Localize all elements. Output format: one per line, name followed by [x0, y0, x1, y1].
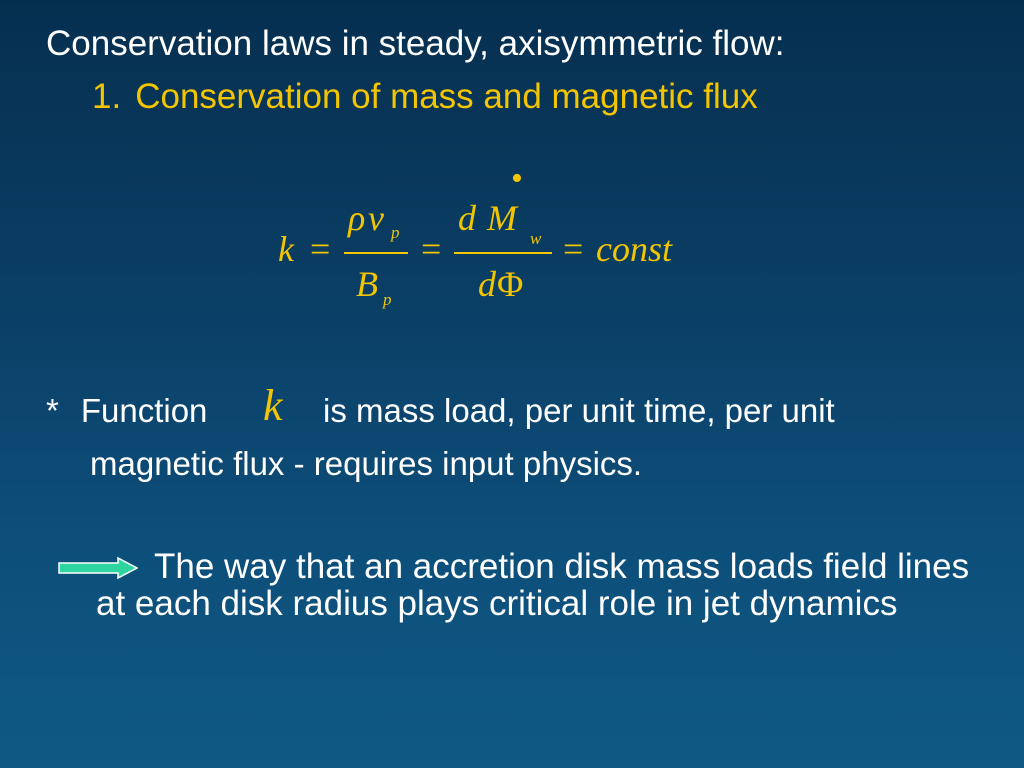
eq-dot: • [511, 160, 523, 197]
eq-v: v [368, 198, 384, 238]
eq-rho: ρ [348, 198, 366, 238]
eq-const: const [596, 229, 672, 269]
function-line [46, 389, 207, 433]
eq-equals-3: = [563, 229, 584, 269]
eq-d-numerator: d [458, 198, 476, 238]
eq-equals-2: = [421, 229, 442, 269]
list-item-text: Conservation of mass and magnetic flux [135, 77, 758, 116]
conclusion-paragraph: The way that an accretion disk mass loads field lines at each disk radius plays critical role in jet dynamics [96, 547, 970, 623]
eq-d-denominator: d [478, 264, 496, 304]
eq-sub-p-denominator: p [383, 290, 392, 309]
eq-equals-1: = [310, 229, 331, 269]
slide-title: Conservation laws in steady, axisymmetric flow: [46, 24, 785, 63]
bullet-star: * [46, 392, 59, 429]
function-description: is mass load, per unit time, per unit [323, 392, 835, 429]
list-item-number: 1. [92, 77, 122, 116]
eq-sub-w: w [530, 229, 542, 248]
fraction-bar-1 [344, 252, 408, 254]
fraction-bar-2 [454, 252, 552, 254]
function-description-line2: magnetic flux - requires input physics. [90, 445, 643, 482]
list-item-1 [92, 75, 758, 119]
function-label: Function [80, 392, 208, 429]
eq-sub-p-numerator: p [391, 223, 400, 242]
eq-M: M [487, 198, 517, 238]
eq-k: k [278, 229, 294, 269]
eq-Phi: Φ [497, 264, 524, 304]
eq-B: B [356, 264, 378, 304]
function-symbol-k: k [263, 381, 283, 430]
